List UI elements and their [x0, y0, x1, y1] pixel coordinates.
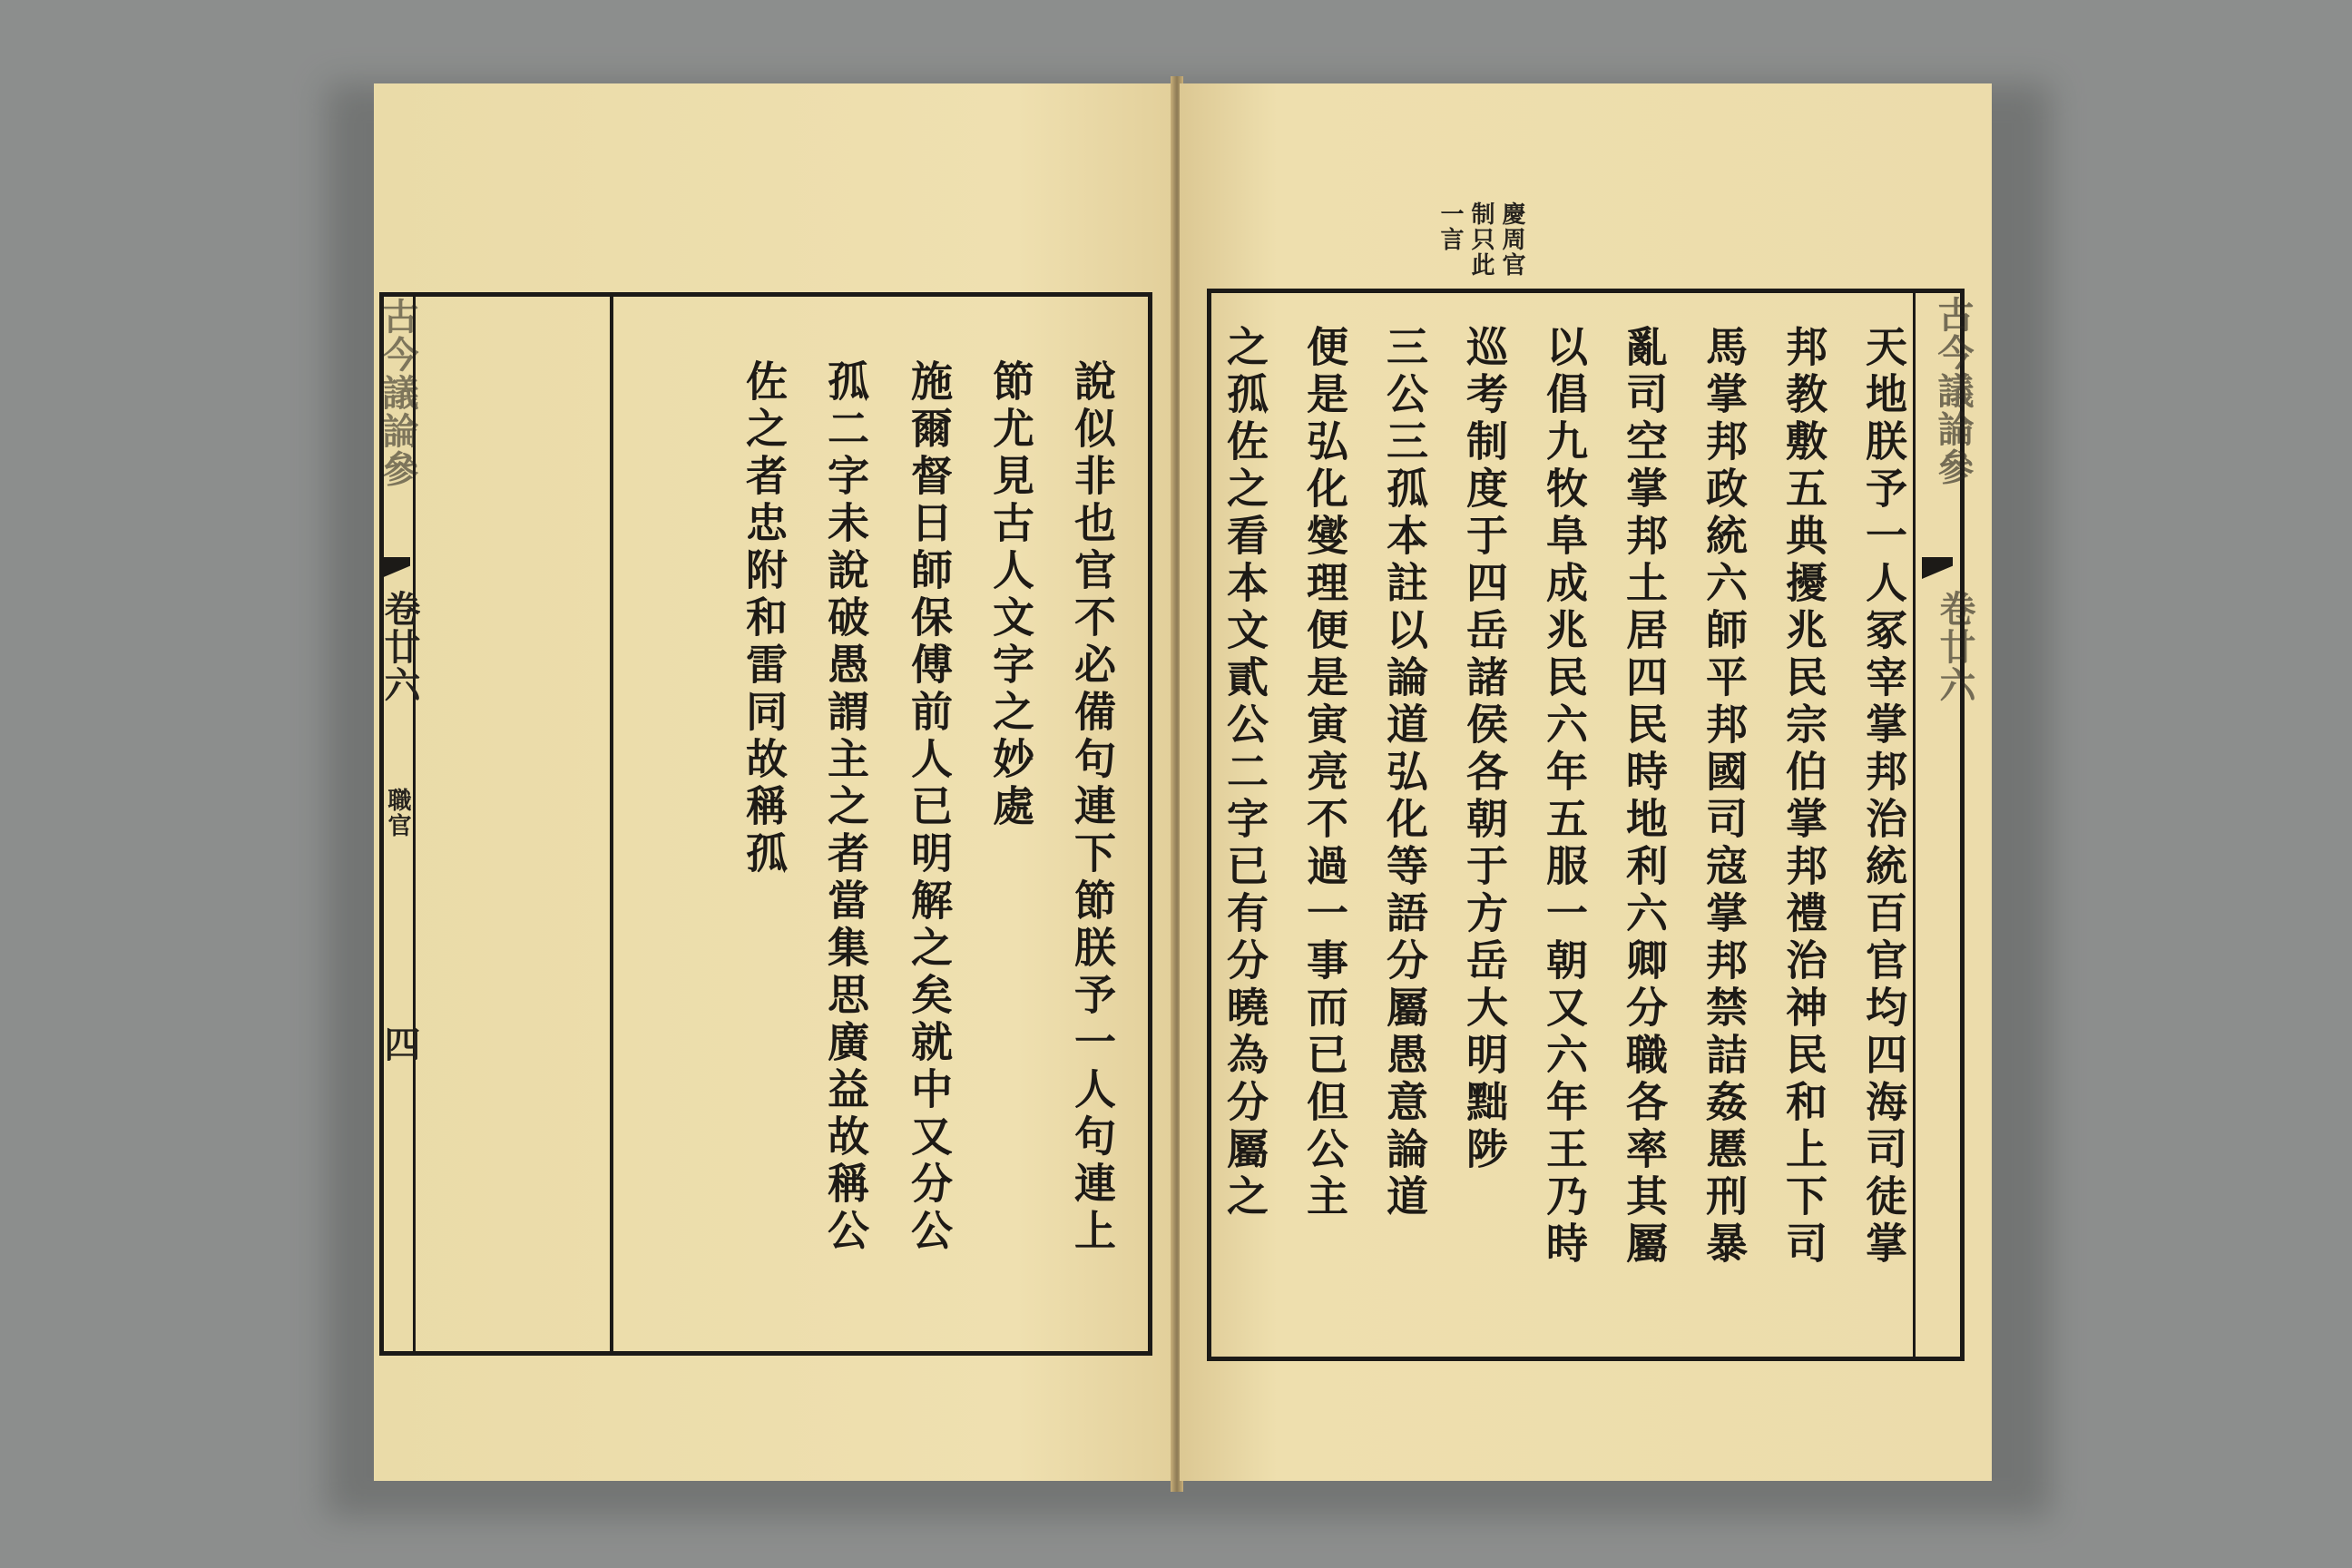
right-fold-rule: [1913, 289, 1916, 1361]
right-text-column-9: 之孤佐之看本文貳公二字已有分曉為分屬之: [1220, 325, 1269, 1221]
head-note-1: 慶周官: [1498, 201, 1525, 278]
right-text-column-6: 巡考制度于四岳諸侯各朝于方岳大明黜陟: [1460, 325, 1509, 1174]
left-folio-number: 四: [378, 1025, 421, 1063]
left-text-column-5: 佐之者忠附和雷同故稱孤: [740, 359, 789, 878]
right-text-column-2: 邦教敷五典擾兆民宗伯掌邦禮治神民和上下司: [1779, 325, 1828, 1269]
head-note-3: 一言: [1436, 201, 1464, 252]
right-text-column-3: 馬掌邦政統六師平邦國司寇掌邦禁詰姦慝刑暴: [1700, 325, 1749, 1269]
head-note-2: 制只此: [1467, 201, 1494, 278]
left-text-column-3: 施爾督日師保傅前人已明解之矣就中又分公: [905, 359, 954, 1256]
right-text-column-8: 便是弘化燮理便是寅亮不過一事而已但公主: [1300, 325, 1349, 1221]
left-spine-rule: [610, 292, 613, 1356]
right-text-column-4: 亂司空掌邦土居四民時地利六卿分職各率其屬: [1620, 325, 1669, 1269]
right-text-column-1: 天地朕予一人冢宰掌邦治統百官均四海司徒掌: [1859, 325, 1908, 1269]
right-text-column-7: 三公三孤本註以論道弘化等語分屬愚意論道: [1380, 325, 1429, 1221]
left-text-column-2: 節尤見古人文字之妙處: [986, 359, 1035, 831]
left-running-title: 古今議論參: [377, 298, 419, 488]
left-volume-label: 卷廿六: [378, 590, 421, 704]
left-text-column-1: 說似非也官不必備句連下節朕予一人句連上: [1068, 359, 1117, 1256]
right-text-column-5: 以倡九牧阜成兆民六年五服一朝又六年王乃時: [1540, 325, 1589, 1269]
right-volume-label: 卷廿六: [1934, 590, 1976, 704]
right-running-title: 古今議論參: [1932, 296, 1975, 486]
left-text-column-4: 孤二字未說破愚謂主之者當集思廣益故稱公: [821, 359, 870, 1256]
left-section-label: 職官: [384, 788, 411, 838]
